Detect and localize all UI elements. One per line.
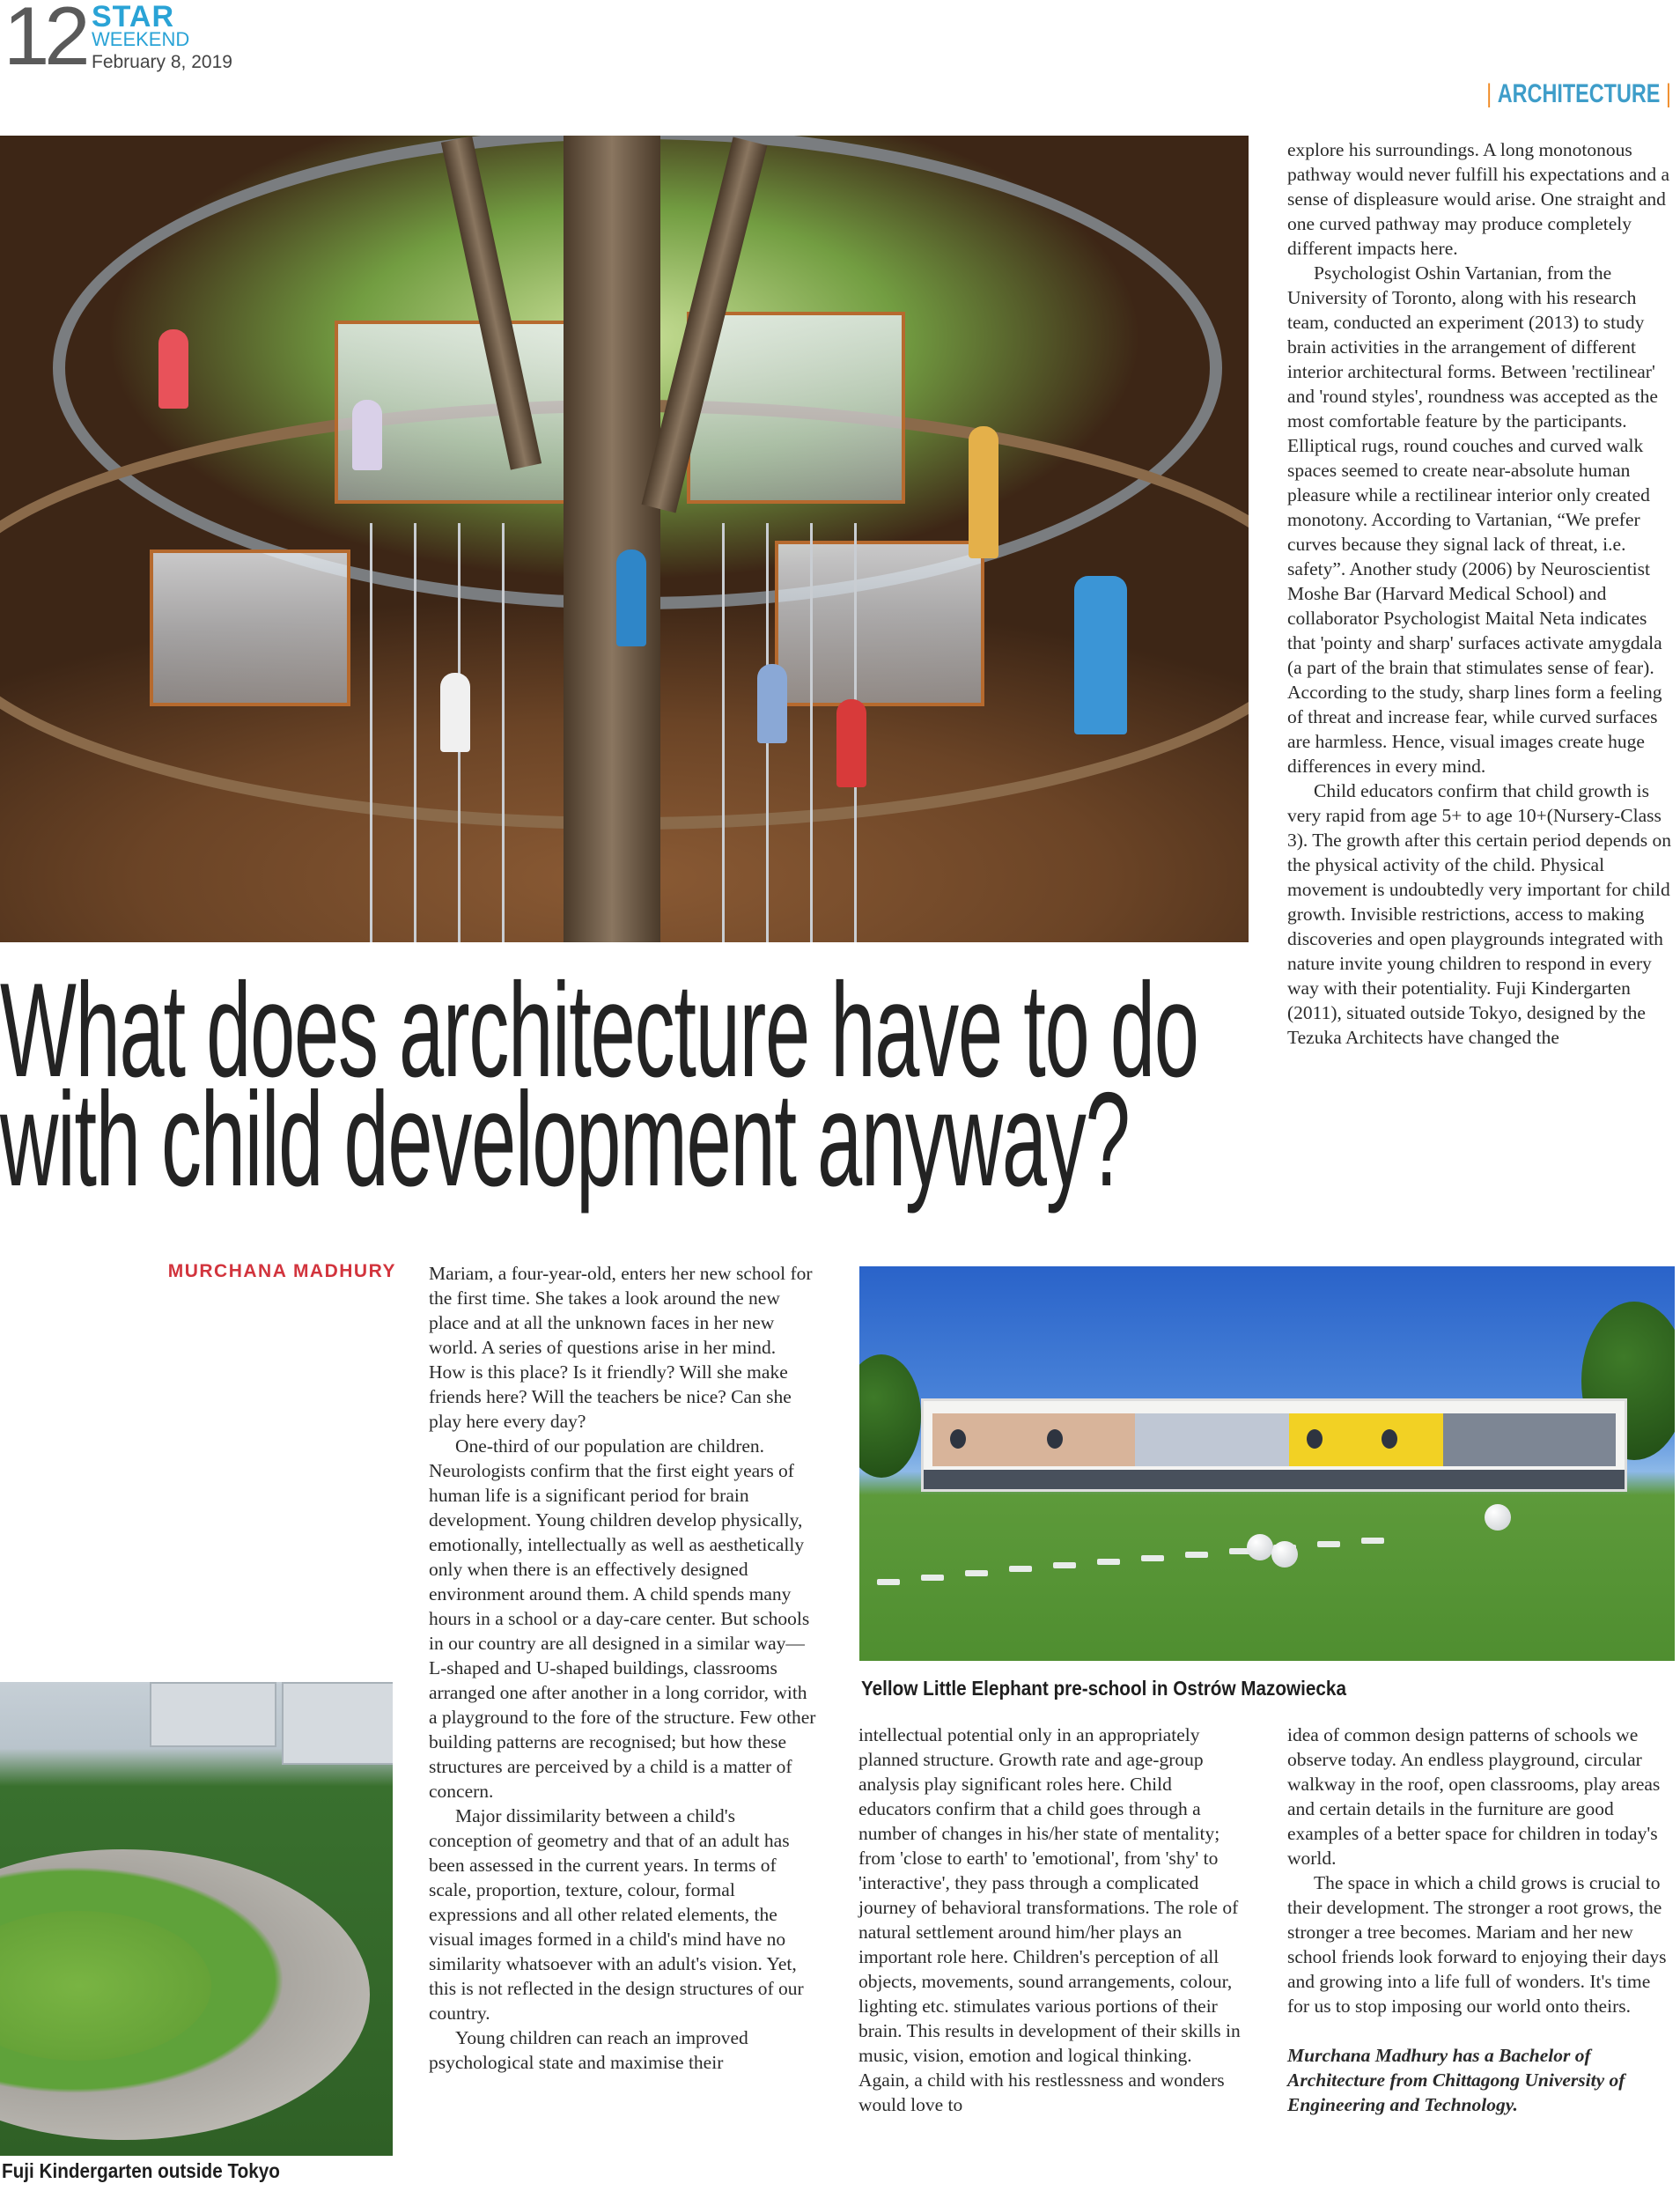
text-column-c [858,1723,1246,2117]
elephant-photo-caption: Yellow Little Elephant pre-school in Ostrów Mazowiecka [861,1677,1346,1700]
section-tag: | ARCHITECTURE | [1486,79,1671,108]
bio-name: Murchana Madhury [1287,2045,1448,2066]
fuji-kindergarten-photo [0,1682,393,2156]
author-byline: MURCHANA MADHURY [167,1261,396,1281]
paragraph: Young children can reach an improved psychological state and maximise their [429,2027,748,2073]
page-number: 12 [4,0,85,82]
hero-photo [0,136,1249,942]
paragraph: intellectual potential only in an appropriately planned structure. Growth rate and age-group analysis play significant roles here. Child educators confirm that a child goes through a number of changes in his/her state of mentality; from 'close to earth' to 'emotional', from 'shy' to 'interactive', they pass through a complicated journey of behavioral transformations. The role of natural settlement around him/her plays an important role here. Children's perception of all objects, movements, sound arrangements, colour, lighting etc. stimulates various portions of their brain. This results in development of their skills in music, vision, emotion and logical thinking. Again, a child with his restlessness and wonders would love to [858,1724,1241,2115]
section-label: ARCHITECTURE [1497,79,1661,108]
issue-date: February 8, 2019 [92,52,232,72]
text-column-a [1287,137,1675,1050]
paragraph: idea of common design patterns of schools we observe today. An endless playground, circular walkway in the roof, open classrooms, play areas and certain details in the furniture are good examples of a better space for children in today's world. [1287,1724,1661,1869]
publication-brand [92,2,232,71]
bio-text: has a Bachelor of Architecture from Chittagong University of Engineering and Technology. [1287,2045,1625,2115]
paragraph: The space in which a child grows is crucial to their development. The stronger a root grows, the stronger a tree becomes. Mariam and her new school friends look forward to enjoying their days and growing into a life full of wonders. It's time for us to stop imposing our world onto theirs. [1287,1872,1667,2017]
paragraph: Mariam, a four-year-old, enters her new school for the first time. She takes a look around the new place and at all the unknown faces in her new world. A series of questions arise in her mind. How is this place? Is it friendly? Will she make friends here? Will the teachers be nice? Can she play here every day? [429,1263,813,1432]
headline [0,955,1198,1214]
brand-sub: WEEKEND [92,28,190,50]
headline-line-2: with child development anyway? [0,1065,1130,1214]
author-bio [1287,2043,1675,2117]
text-column-b [429,1261,816,2075]
paragraph: One-third of our population are children. Neurologists confirm that the first eight years of human life is a significant period for brain development. Young children develop physically, emotionally, intellectually as well as aesthetically only when there is an effectively designed environment around them. A child spends many hours in a school or a day-care center. But schools in our country are all designed in a similar way—L-shaped and U-shaped buildings, classrooms arranged one after another in a long corridor, with a playground to the fore of the structure. Few other building patterns are recognised; but how these structures are perceived by a child is a matter of concern. [429,1435,816,1802]
headline-line-1: What does architecture have to do [0,955,1198,1105]
paragraph: Child educators confirm that child growth is very rapid from age 5+ to age 10+(Nursery-Class 3). The growth after this certain period depends on the physical activity of the child. Physical movement is undoubtedly very important for child growth. Invisible restrictions, access to making discoveries and open playgrounds integrated with nature invite young children to respond in every way with their potentiality. Fuji Kindergarten (2011), situated outside Tokyo, designed by the Tezuka Architects have changed the [1287,780,1672,1048]
text-column-d [1287,1723,1675,2117]
paragraph: Major dissimilarity between a child's conception of geometry and that of an adult has been assessed in the current years. In terms of scale, proportion, texture, colour, formal expressions and all other related elements, the visual images formed in a child's mind have no similarity whatsoever with an adult's vision. Yet, this is not reflected in the design structures of our country. [429,1805,804,2024]
paragraph: explore his surroundings. A long monotonous pathway would never fulfill his expectations and a sense of displeasure would arise. One straight and one curved pathway may produce completely different impacts here. [1287,139,1670,259]
elephant-preschool-photo [859,1266,1675,1661]
brand-name: STAR [92,0,175,33]
fuji-photo-caption: Fuji Kindergarten outside Tokyo [2,2159,280,2182]
paragraph: Psychologist Oshin Vartanian, from the University of Toronto, along with his research team, conducted an experiment (2013) to study brain activities in the arrangement of different interior architectural forms. Between 'rectilinear' and 'round styles', roundness was accepted as the most comfortable feature by the participants. Elliptical rugs, round couches and curved walk spaces seemed to create near-absolute human pleasure while a rectilinear interior only created monotony. According to Vartanian, “We prefer curves because they signal lack of threat, i.e. safety”. Another study (2006) by Neuroscientist Moshe Bar (Harvard Medical School) and collaborator Psychologist Maital Neta indicates that 'pointy and sharp' surfaces activate amygdala (a part of the brain that stimulates sense of fear). According to the study, sharp lines form a feeling of threat and increase fear, while curved surfaces are harmless. Hence, visual images create huge differences in every mind. [1287,262,1662,777]
